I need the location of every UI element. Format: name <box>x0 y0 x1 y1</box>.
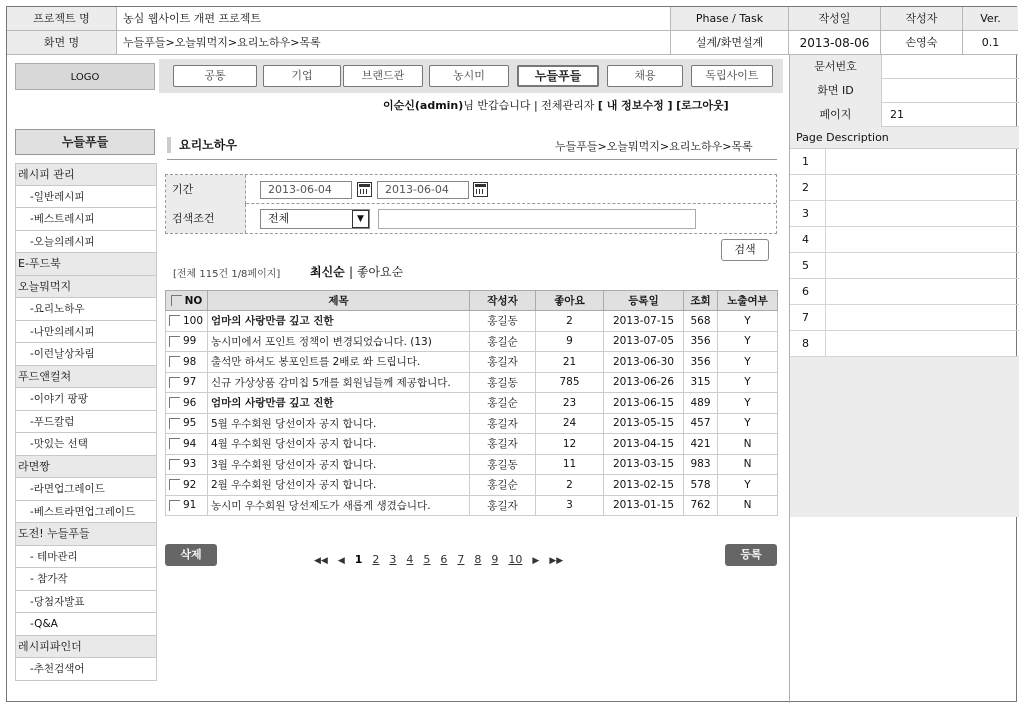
row-date: 2013-06-30 <box>604 352 684 373</box>
row-views: 489 <box>684 393 718 414</box>
row-views: 356 <box>684 352 718 373</box>
page-description-number: 7 <box>790 305 826 331</box>
row-author: 홍길순 <box>470 331 536 352</box>
page-description-header: Page Description <box>790 127 1019 149</box>
page-link[interactable]: 5 <box>423 553 431 566</box>
table-row[interactable] <box>166 475 778 496</box>
page-description-number: 5 <box>790 253 826 279</box>
row-title[interactable]: 엄마의 사랑만큼 깊고 진한 <box>208 393 470 414</box>
row-number: 93 <box>183 458 197 471</box>
column-header: 좋아요 <box>536 291 604 311</box>
phase-value: 설계/화면설계 <box>671 31 789 55</box>
row-views: 762 <box>684 495 718 516</box>
row-select-cell <box>166 352 208 373</box>
nav-recruit[interactable]: 채용 <box>607 65 683 87</box>
row-likes: 11 <box>536 454 604 475</box>
next-page-icon[interactable]: ▶ <box>532 556 540 566</box>
page-description-row <box>790 305 1019 331</box>
sidebar-item[interactable]: - 테마관리 <box>15 546 157 569</box>
row-select-cell <box>166 454 208 475</box>
sidebar-item[interactable]: -이런날상차림 <box>15 343 157 366</box>
page-link[interactable]: 4 <box>406 553 414 566</box>
page-link[interactable]: 1 <box>354 553 363 566</box>
calendar-icon[interactable] <box>473 182 488 197</box>
row-checkbox[interactable] <box>169 315 180 326</box>
row-checkbox[interactable] <box>169 397 180 408</box>
page-description-row <box>790 279 1019 305</box>
row-views: 421 <box>684 434 718 455</box>
table-row[interactable] <box>166 454 778 475</box>
sidebar-item[interactable]: 푸드앤컬쳐 <box>15 366 157 389</box>
welcome-bar <box>383 97 783 113</box>
pagination <box>309 553 568 566</box>
row-checkbox[interactable] <box>169 479 180 490</box>
row-date: 2013-07-15 <box>604 311 684 332</box>
nav-noodle[interactable]: 누들푸들 <box>517 65 599 87</box>
breadcrumb: 누들푸들>오늘뭐먹지>요리노하우>목록 <box>555 140 753 153</box>
row-title[interactable]: 신규 가상상품 감미칩 5개를 회원님들께 제공합니다. <box>208 372 470 393</box>
first-page-icon[interactable]: ◀◀ <box>314 556 328 566</box>
author-label: 작성자 <box>881 7 963 31</box>
table-row[interactable] <box>166 331 778 352</box>
row-likes: 9 <box>536 331 604 352</box>
row-likes: 21 <box>536 352 604 373</box>
screen-label: 화면 명 <box>7 31 117 55</box>
row-select-cell <box>166 495 208 516</box>
table-row[interactable] <box>166 372 778 393</box>
row-number: 99 <box>183 335 197 348</box>
column-header: 작성자 <box>470 291 536 311</box>
row-date: 2013-06-26 <box>604 372 684 393</box>
row-date: 2013-04-15 <box>604 434 684 455</box>
row-checkbox[interactable] <box>169 377 180 388</box>
project-name: 농심 웹사이트 개편 프로젝트 <box>117 7 671 31</box>
row-number: 96 <box>183 396 197 409</box>
user-name: 이순신(admin) <box>383 99 464 112</box>
row-select-cell <box>166 434 208 455</box>
row-number: 94 <box>183 437 197 450</box>
dropdown-arrow-icon[interactable]: ▼ <box>352 210 369 228</box>
row-select-cell <box>166 331 208 352</box>
row-author: 홍길동 <box>470 311 536 332</box>
keyword-input[interactable] <box>378 209 696 229</box>
table-row[interactable] <box>166 434 778 455</box>
sidebar-item[interactable]: -푸드칼럼 <box>15 411 157 434</box>
prev-page-icon[interactable]: ◀ <box>337 556 345 566</box>
page-link[interactable]: 3 <box>389 553 397 566</box>
sidebar-item[interactable]: 레시피 관리 <box>15 163 157 186</box>
row-select-cell <box>166 311 208 332</box>
row-views: 578 <box>684 475 718 496</box>
row-select-cell <box>166 413 208 434</box>
page-description-number: 3 <box>790 201 826 227</box>
row-checkbox[interactable] <box>169 336 180 347</box>
row-date: 2013-06-15 <box>604 393 684 414</box>
page-link[interactable]: 8 <box>474 553 482 566</box>
row-select-cell <box>166 475 208 496</box>
sidebar-item[interactable]: -베스트레시피 <box>15 208 157 231</box>
screen-name: 누들푸들>오늘뭐먹지>요리노하우>목록 <box>117 31 671 55</box>
column-header <box>166 291 208 311</box>
date-to-input[interactable]: 2013-06-04 <box>377 181 469 199</box>
page-description-fill <box>790 357 1019 517</box>
row-likes: 23 <box>536 393 604 414</box>
date-from-input[interactable]: 2013-06-04 <box>260 181 352 199</box>
page-label: 페이지 <box>790 103 882 127</box>
column-header: 제목 <box>208 291 470 311</box>
ver-value: 0.1 <box>963 31 1018 55</box>
sidebar-item[interactable]: -요리노하우 <box>15 298 157 321</box>
row-visibility: Y <box>718 352 778 373</box>
row-visibility: N <box>718 495 778 516</box>
row-visibility: Y <box>718 413 778 434</box>
row-author: 홍길자 <box>470 413 536 434</box>
table-row[interactable] <box>166 495 778 516</box>
ver-label: Ver. <box>963 7 1018 31</box>
last-page-icon[interactable]: ▶▶ <box>549 556 564 566</box>
row-author: 홍길자 <box>470 495 536 516</box>
nav-nongsimi[interactable]: 농시미 <box>429 65 509 87</box>
row-visibility: N <box>718 434 778 455</box>
screen-id-value <box>882 79 1019 103</box>
register-button[interactable]: 등록 <box>725 544 777 566</box>
welcome-text: 님 반갑습니다 | 전체관리자 <box>463 99 598 112</box>
row-checkbox[interactable] <box>169 500 180 511</box>
sidebar <box>15 163 157 681</box>
top-nav <box>159 59 783 93</box>
page-description-row <box>790 253 1019 279</box>
meta-panel <box>789 55 1018 703</box>
sidebar-item[interactable]: -나만의레시피 <box>15 321 157 344</box>
date-value: 2013-08-06 <box>789 31 881 55</box>
delete-button[interactable]: 삭제 <box>165 544 217 566</box>
row-author: 홍길동 <box>470 372 536 393</box>
row-title[interactable]: 5월 우수회원 당선이자 공지 합니다. <box>208 413 470 434</box>
date-label: 작성일 <box>789 7 881 31</box>
page-link[interactable]: 10 <box>508 553 523 566</box>
row-date: 2013-07-05 <box>604 331 684 352</box>
sort-likes[interactable]: | 좋아요순 <box>349 265 404 279</box>
sidebar-item[interactable]: -베스트라면업그레이드 <box>15 501 157 524</box>
row-title[interactable]: 농시미 우수회원 당선제도가 새롭게 생겼습니다. <box>208 495 470 516</box>
condition-select[interactable]: 전체 <box>260 209 370 229</box>
sidebar-item[interactable]: -일반레시피 <box>15 186 157 209</box>
page-description-row <box>790 331 1019 357</box>
condition-label: 검색조건 <box>166 204 246 233</box>
sort-latest[interactable]: 최신순 <box>310 265 345 279</box>
row-select-cell <box>166 393 208 414</box>
sidebar-item[interactable]: -이야기 팡팡 <box>15 388 157 411</box>
row-checkbox[interactable] <box>169 459 180 470</box>
logo[interactable]: LOGO <box>15 63 155 90</box>
row-checkbox[interactable] <box>169 438 180 449</box>
row-checkbox[interactable] <box>169 356 180 367</box>
row-checkbox[interactable] <box>169 418 180 429</box>
row-author: 홍길순 <box>470 393 536 414</box>
row-number: 95 <box>183 417 197 430</box>
row-visibility: N <box>718 454 778 475</box>
row-number: 98 <box>183 355 197 368</box>
sidebar-item[interactable]: -맛있는 선택 <box>15 433 157 456</box>
row-number: 100 <box>183 314 204 327</box>
row-views: 457 <box>684 413 718 434</box>
row-title[interactable]: 엄마의 사랑만큼 깊고 진한 <box>208 311 470 332</box>
row-date: 2013-01-15 <box>604 495 684 516</box>
author-value: 손영숙 <box>881 31 963 55</box>
page-description-row <box>790 175 1019 201</box>
page-description-number: 8 <box>790 331 826 357</box>
calendar-icon[interactable] <box>357 182 372 197</box>
row-author: 홍길순 <box>470 475 536 496</box>
page-link[interactable]: 2 <box>372 553 380 566</box>
row-title[interactable]: 4월 우수회원 당선이자 공지 합니다. <box>208 434 470 455</box>
row-likes: 785 <box>536 372 604 393</box>
row-title[interactable]: 농시미에서 포인트 정책이 변경되었습니다. (13) <box>208 331 470 352</box>
select-all-checkbox[interactable] <box>171 295 182 306</box>
nav-brand[interactable]: 브랜드관 <box>343 65 423 87</box>
wireframe-frame <box>6 6 1017 702</box>
row-views: 315 <box>684 372 718 393</box>
row-views: 568 <box>684 311 718 332</box>
row-visibility: Y <box>718 331 778 352</box>
sidebar-item[interactable]: 오늘뭐먹지 <box>15 276 157 299</box>
phase-label: Phase / Task <box>671 7 789 31</box>
row-views: 983 <box>684 454 718 475</box>
row-number: 92 <box>183 478 197 491</box>
row-visibility: Y <box>718 393 778 414</box>
row-date: 2013-02-15 <box>604 475 684 496</box>
period-label: 기간 <box>166 175 246 204</box>
result-count: [전체 115건 1/8페이지] <box>173 269 281 280</box>
page-description-number: 4 <box>790 227 826 253</box>
title-divider <box>167 159 777 160</box>
page-link[interactable]: 7 <box>457 553 465 566</box>
doc-no-label: 문서번호 <box>790 55 882 79</box>
sidebar-item[interactable]: 도전! 누들푸들 <box>15 523 157 546</box>
sidebar-item[interactable]: -오늘의레시피 <box>15 231 157 254</box>
row-likes: 2 <box>536 475 604 496</box>
doc-header <box>7 7 1018 55</box>
logout-link[interactable]: [로그아웃] <box>676 99 729 112</box>
sidebar-item[interactable]: -라면업그레이드 <box>15 478 157 501</box>
page-number: 21 <box>890 108 904 121</box>
table-row[interactable] <box>166 413 778 434</box>
row-title[interactable]: 2월 우수회원 당선이자 공지 합니다. <box>208 475 470 496</box>
row-number: 91 <box>183 499 197 512</box>
page-link[interactable]: 6 <box>440 553 448 566</box>
sidebar-item[interactable]: -Q&A <box>15 613 157 636</box>
row-likes: 12 <box>536 434 604 455</box>
page-description-number: 2 <box>790 175 826 201</box>
table-row[interactable] <box>166 311 778 332</box>
sidebar-item[interactable]: - 참가작 <box>15 568 157 591</box>
row-likes: 24 <box>536 413 604 434</box>
page-description-row <box>790 201 1019 227</box>
column-header: 노출여부 <box>718 291 778 311</box>
row-likes: 3 <box>536 495 604 516</box>
row-author: 홍길자 <box>470 434 536 455</box>
page-description-row <box>790 227 1019 253</box>
sidebar-item[interactable]: E-푸드북 <box>15 253 157 276</box>
table-row[interactable] <box>166 393 778 414</box>
recipe-table <box>165 290 778 516</box>
table-row[interactable] <box>166 352 778 373</box>
page-link[interactable]: 9 <box>491 553 499 566</box>
column-header: 조회 <box>684 291 718 311</box>
nav-independent[interactable]: 독립사이트 <box>691 65 773 87</box>
page-description-number: 6 <box>790 279 826 305</box>
search-button[interactable]: 검색 <box>721 239 769 261</box>
column-header-label: NO <box>184 294 203 307</box>
screen-id-label: 화면 ID <box>790 79 882 103</box>
page-title: 요리노하우 <box>167 137 237 153</box>
row-select-cell <box>166 372 208 393</box>
row-visibility: Y <box>718 372 778 393</box>
sidebar-item[interactable]: -추천검색어 <box>15 658 157 681</box>
sidebar-title: 누들푸들 <box>15 129 155 155</box>
row-date: 2013-05-15 <box>604 413 684 434</box>
sidebar-item[interactable]: -당첨자발표 <box>15 591 157 614</box>
row-likes: 2 <box>536 311 604 332</box>
row-visibility: Y <box>718 475 778 496</box>
sidebar-item[interactable]: 레시피파인더 <box>15 636 157 659</box>
doc-no-value <box>882 55 1019 79</box>
nav-company[interactable]: 기업 <box>263 65 341 87</box>
row-date: 2013-03-15 <box>604 454 684 475</box>
column-header: 등록일 <box>604 291 684 311</box>
row-visibility: Y <box>718 311 778 332</box>
search-panel <box>165 174 777 234</box>
nav-common[interactable]: 공통 <box>173 65 257 87</box>
row-number: 97 <box>183 376 197 389</box>
project-label: 프로젝트 명 <box>7 7 117 31</box>
page-description-number: 1 <box>790 149 826 175</box>
row-title[interactable]: 출석만 하셔도 봉포인트를 2배로 쏴 드립니다. <box>208 352 470 373</box>
page-description-row <box>790 149 1019 175</box>
row-author: 홍길동 <box>470 454 536 475</box>
row-title[interactable]: 3월 우수회원 당선이자 공지 합니다. <box>208 454 470 475</box>
edit-profile-link[interactable]: [ 내 정보수정 ] <box>597 99 673 112</box>
row-author: 홍길자 <box>470 352 536 373</box>
sidebar-item[interactable]: 라면짱 <box>15 456 157 479</box>
row-views: 356 <box>684 331 718 352</box>
